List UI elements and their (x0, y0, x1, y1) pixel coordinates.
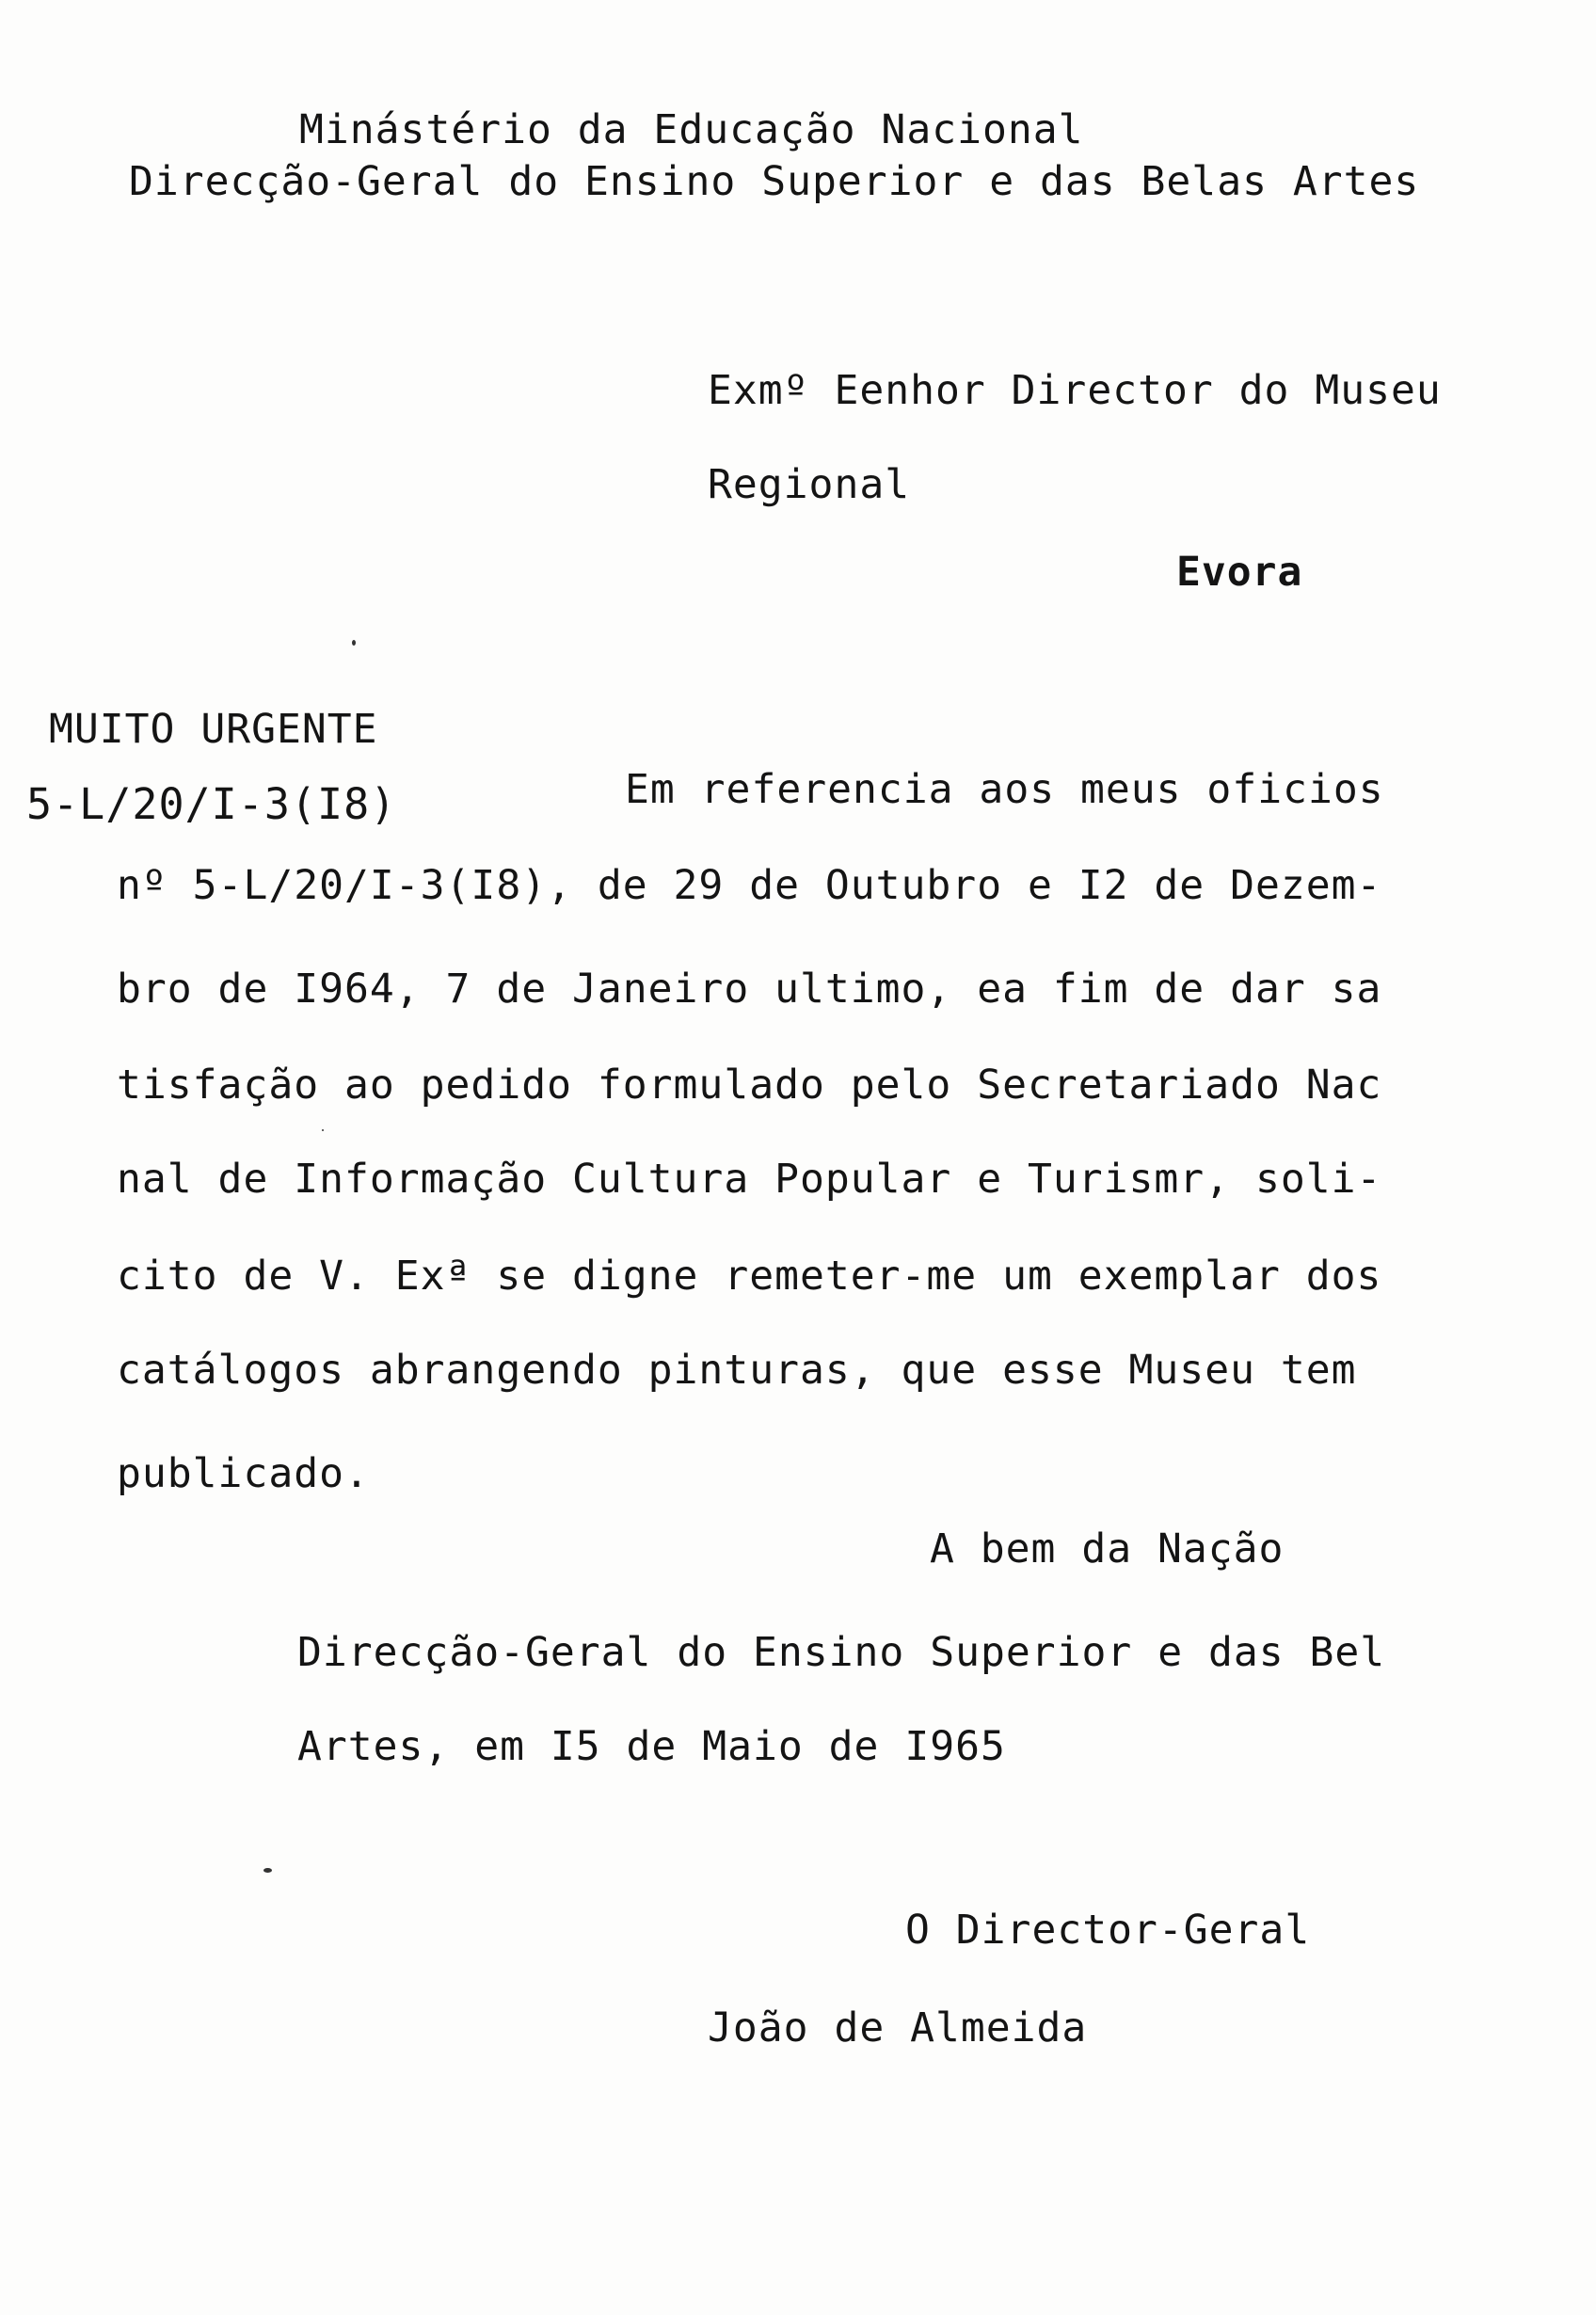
body-line-2: nº 5-L/20/I-3(I8), de 29 de Outubro e I2 de Dezem- (117, 862, 1382, 909)
speck (263, 1868, 272, 1873)
reference-code: 5-L/20/I-3(I8) (26, 779, 397, 829)
letterhead-directorate: Direcção-Geral do Ensino Superior e das Belas Artes (129, 158, 1420, 205)
body-line-3: bro de I964, 7 de Janeiro ultimo, ea fim de dar sa (117, 966, 1382, 1013)
speck (352, 640, 356, 646)
signatory-name: João de Almeida (708, 2004, 1088, 2052)
body-line-4: tisfação ao pedido formulado pelo Secretariado Nac (117, 1062, 1382, 1109)
urgency-label: MUITO URGENTE (49, 706, 378, 753)
speck (322, 1129, 324, 1131)
place-date-line-2: Artes, em I5 de Maio de I965 (297, 1723, 1006, 1770)
place-date-line-1: Direcção-Geral do Ensino Superior e das Bel (297, 1629, 1386, 1676)
addressee-line-2: Regional (708, 461, 911, 508)
letterhead-ministry: Minástério da Educação Nacional (299, 106, 1084, 153)
body-line-7: catálogos abrangendo pinturas, que esse Museu tem (117, 1347, 1357, 1394)
body-line-8: publicado. (117, 1450, 370, 1497)
body-line-5: nal de Informação Cultura Popular e Turismr, soli- (117, 1156, 1382, 1203)
signatory-title: O Director-Geral (905, 1907, 1311, 1954)
body-line-1: Em referencia aos meus oficios (625, 766, 1384, 813)
addressee-city: Evora (1176, 549, 1303, 596)
addressee-line-1: Exmº Eenhor Director do Museu (708, 367, 1442, 414)
body-line-6: cito de V. Exª se digne remeter-me um exemplar dos (117, 1253, 1382, 1300)
closing-salutation: A bem da Nação (930, 1525, 1285, 1573)
